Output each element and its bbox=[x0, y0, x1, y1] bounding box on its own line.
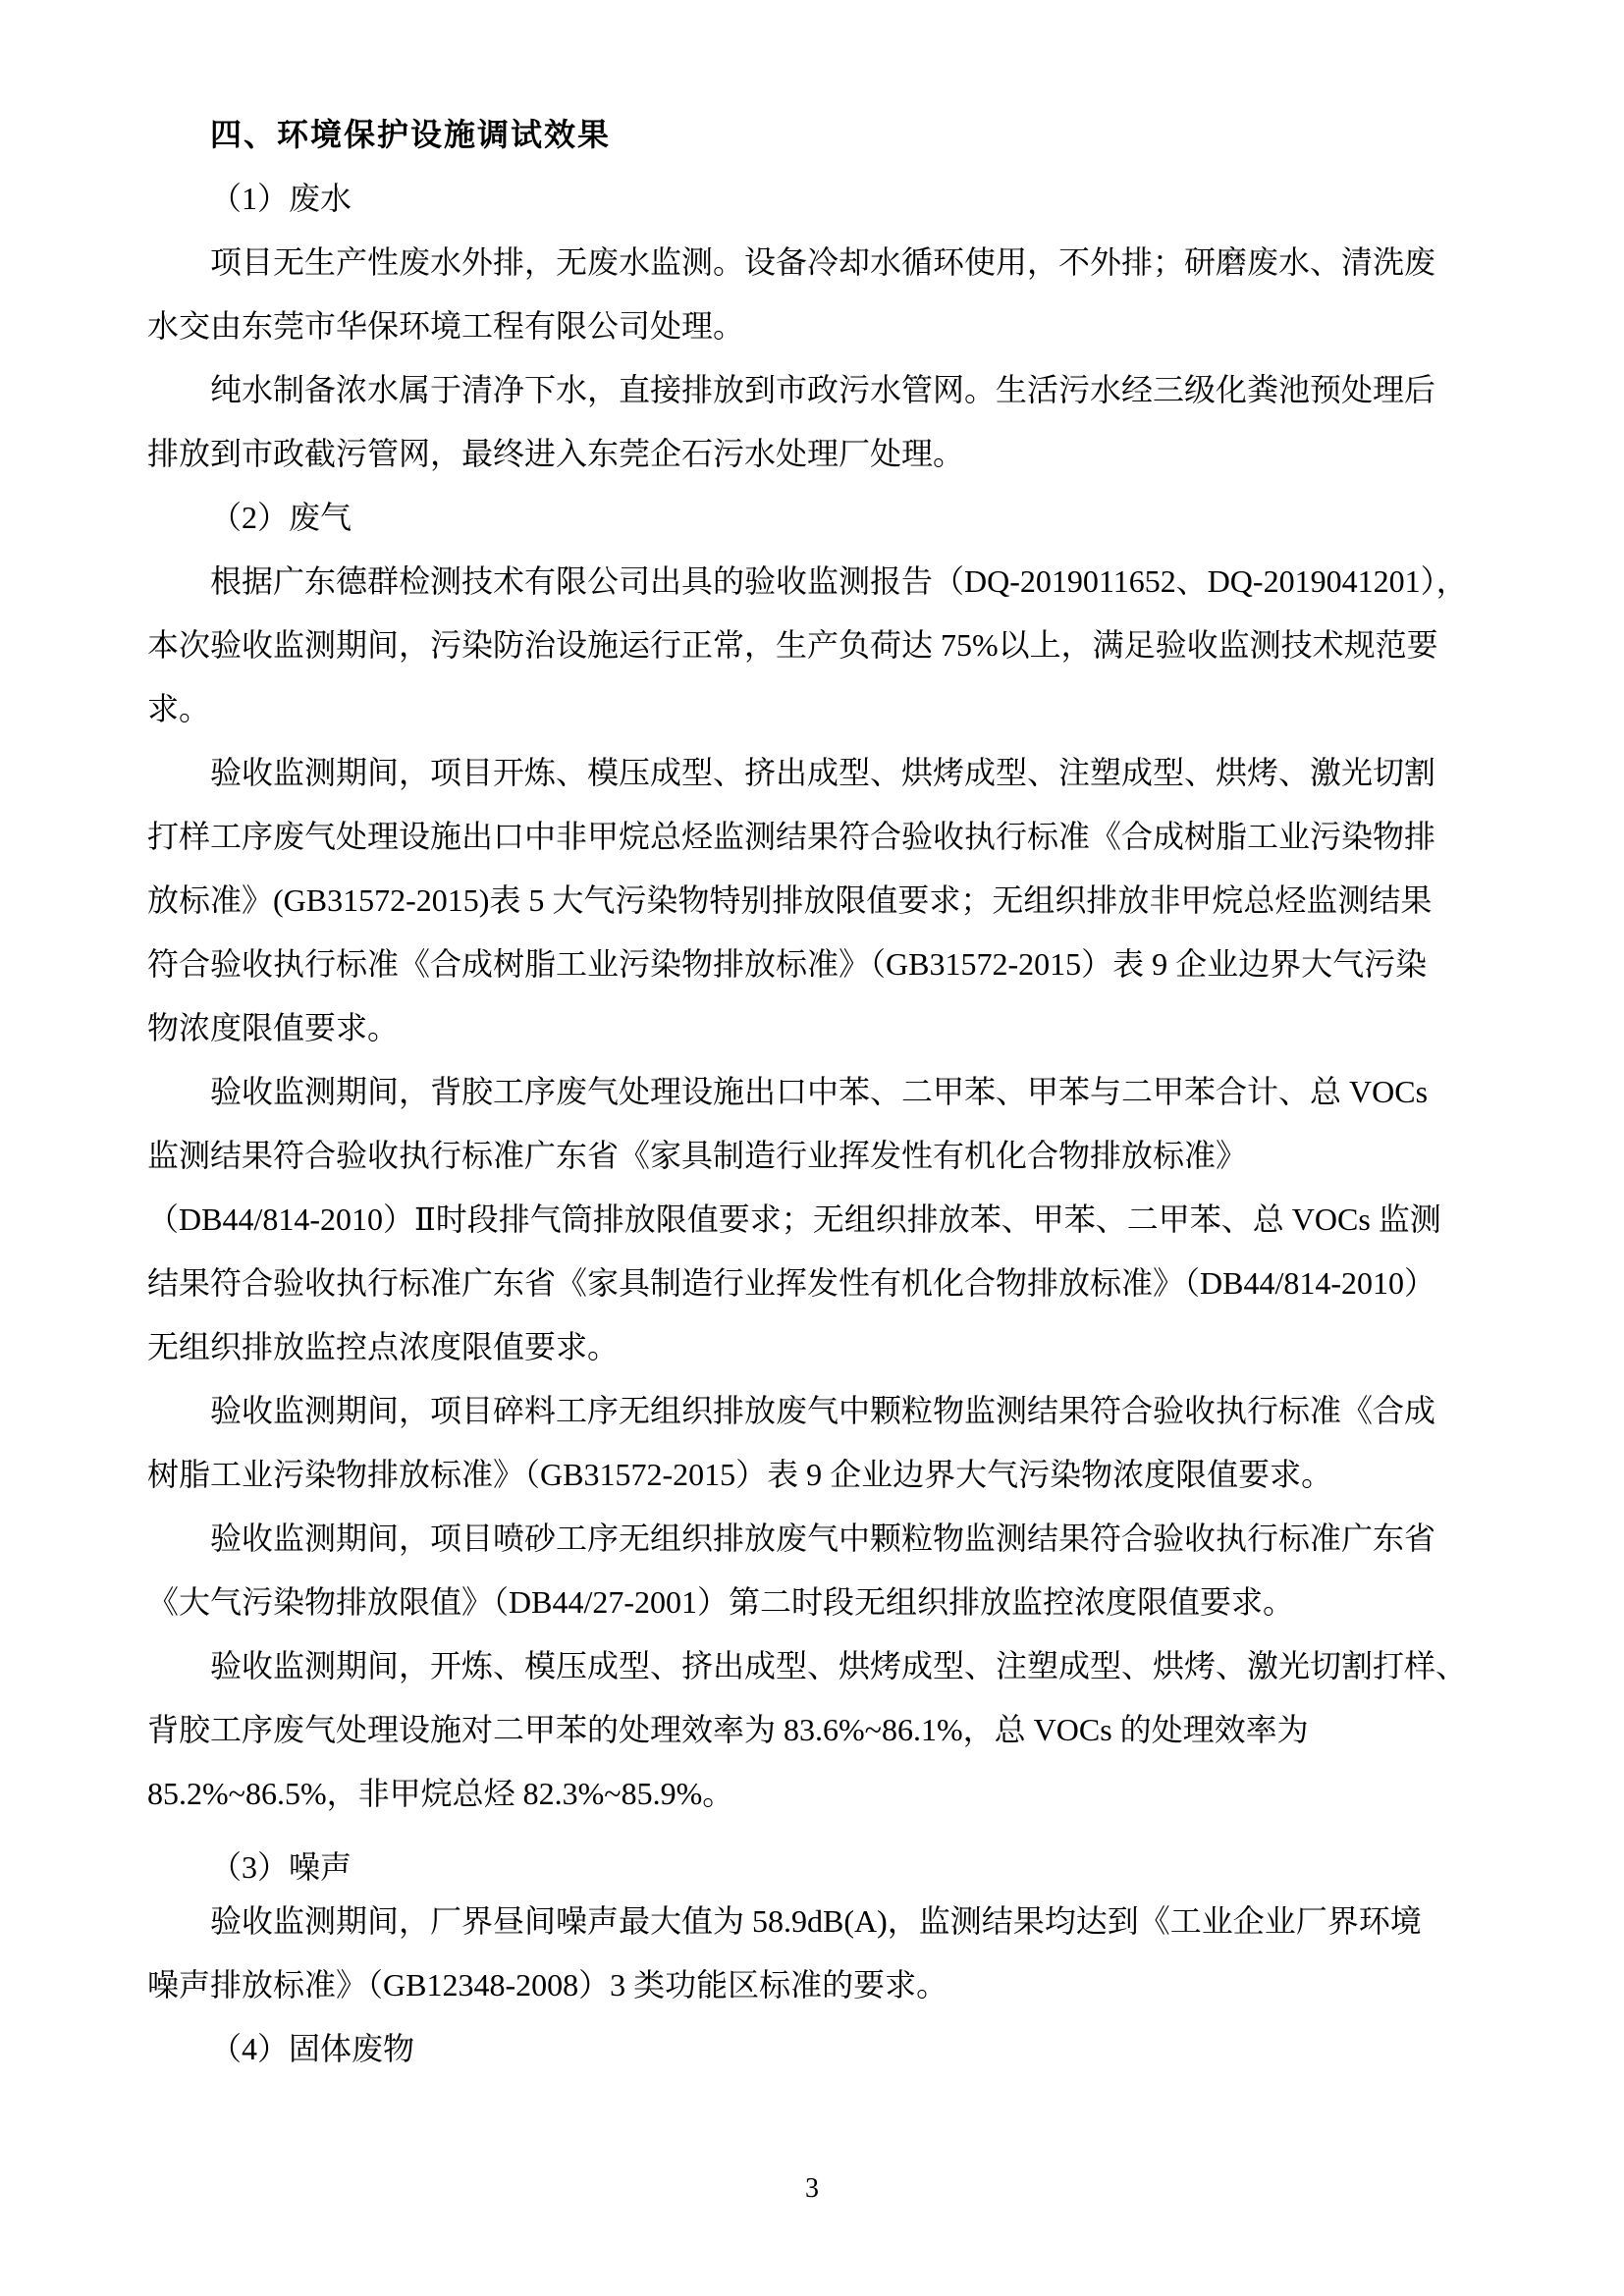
body-line: 项目无生产性废水外排，无废水监测。设备冷却水循环使用，不外排；研磨废水、清洗废 bbox=[210, 244, 1436, 280]
body-line: 打样工序废气处理设施出口中非甲烷总烃监测结果符合验收执行标准《合成树脂工业污染物排 bbox=[147, 819, 1436, 854]
body-line: 验收监测期间，厂界昼间噪声最大值为 58.9dB(A)，监测结果均达到《工业企业厂界环境 bbox=[210, 1903, 1422, 1939]
body-line: 纯水制备浓水属于清净下水，直接排放到市政污水管网。生活污水经三级化粪池预处理后 bbox=[210, 372, 1436, 407]
section-heading: 四、环境保护设施调试效果 bbox=[210, 117, 612, 152]
subsection-heading: （3）噪声 bbox=[210, 1849, 352, 1885]
body-line: 排放到市政截污管网，最终进入东莞企石污水处理厂处理。 bbox=[147, 436, 965, 471]
body-line: 监测结果符合验收执行标准广东省《家具制造行业挥发性有机化合物排放标准》 bbox=[147, 1138, 1248, 1173]
body-line: 无组织排放监控点浓度限值要求。 bbox=[147, 1329, 620, 1364]
document-body bbox=[147, 103, 1492, 2081]
body-line: 背胶工序废气处理设施对二甲苯的处理效率为 83.6%~86.1%，总 VOCs 的处理效率为 bbox=[147, 1712, 1309, 1747]
subsection-heading: （1）废水 bbox=[210, 181, 352, 216]
body-line: 水交由东莞市华保环境工程有限公司处理。 bbox=[147, 308, 745, 344]
body-line: 物浓度限值要求。 bbox=[147, 1010, 400, 1045]
subsection-heading: （4）固体废物 bbox=[210, 2031, 415, 2066]
body-line: 噪声排放标准》（GB12348-2008）3 类功能区标准的要求。 bbox=[147, 1967, 948, 2002]
body-line: 结果符合验收执行标准广东省《家具制造行业挥发性有机化合物排放标准》（DB44/814-2010） bbox=[147, 1265, 1436, 1301]
body-line: 验收监测期间，项目碎料工序无组织排放废气中颗粒物监测结果符合验收执行标准《合成 bbox=[210, 1393, 1436, 1428]
body-line: 验收监测期间，开炼、模压成型、挤出成型、烘烤成型、注塑成型、烘烤、激光切割打样、 bbox=[210, 1648, 1468, 1683]
body-line: 验收监测期间，项目开炼、模压成型、挤出成型、烘烤成型、注塑成型、烘烤、激光切割 bbox=[210, 755, 1436, 790]
body-line: （DB44/814-2010）Ⅱ时段排气筒排放限值要求；无组织排放苯、甲苯、二甲苯、总 VOCs 监测 bbox=[147, 1201, 1441, 1237]
subsection-heading: （2）废气 bbox=[210, 500, 352, 535]
body-line: 验收监测期间，项目喷砂工序无组织排放废气中颗粒物监测结果符合验收执行标准广东省 bbox=[210, 1521, 1436, 1556]
body-line: 树脂工业污染物排放标准》（GB31572-2015）表 9 企业边界大气污染物浓度限值要求。 bbox=[147, 1457, 1333, 1492]
body-line: 求。 bbox=[147, 691, 211, 726]
body-line: 85.2%~86.5%，非甲烷总烃 82.3%~85.9%。 bbox=[147, 1776, 734, 1811]
body-line: 符合验收执行标准《合成树脂工业污染物排放标准》（GB31572-2015）表 9 企业边界大气污染 bbox=[147, 946, 1428, 982]
body-line: 验收监测期间，背胶工序废气处理设施出口中苯、二甲苯、甲苯与二甲苯合计、总 VOCs bbox=[210, 1074, 1429, 1109]
body-line: 《大气污染物排放限值》（DB44/27-2001）第二时段无组织排放监控浓度限值要求。 bbox=[147, 1584, 1295, 1620]
page-number: 3 bbox=[805, 2173, 819, 2204]
body-line: 放标准》(GB31572-2015)表 5 大气污染物特别排放限值要求；无组织排放非甲烷总烃监测结果 bbox=[147, 882, 1433, 918]
body-line: 根据广东德群检测技术有限公司出具的验收监测报告（DQ-2019011652、DQ-2019041201）， bbox=[210, 563, 1468, 599]
body-line: 本次验收监测期间，污染防治设施运行正常，生产负荷达 75%以上，满足验收监测技术规范要 bbox=[147, 627, 1438, 663]
